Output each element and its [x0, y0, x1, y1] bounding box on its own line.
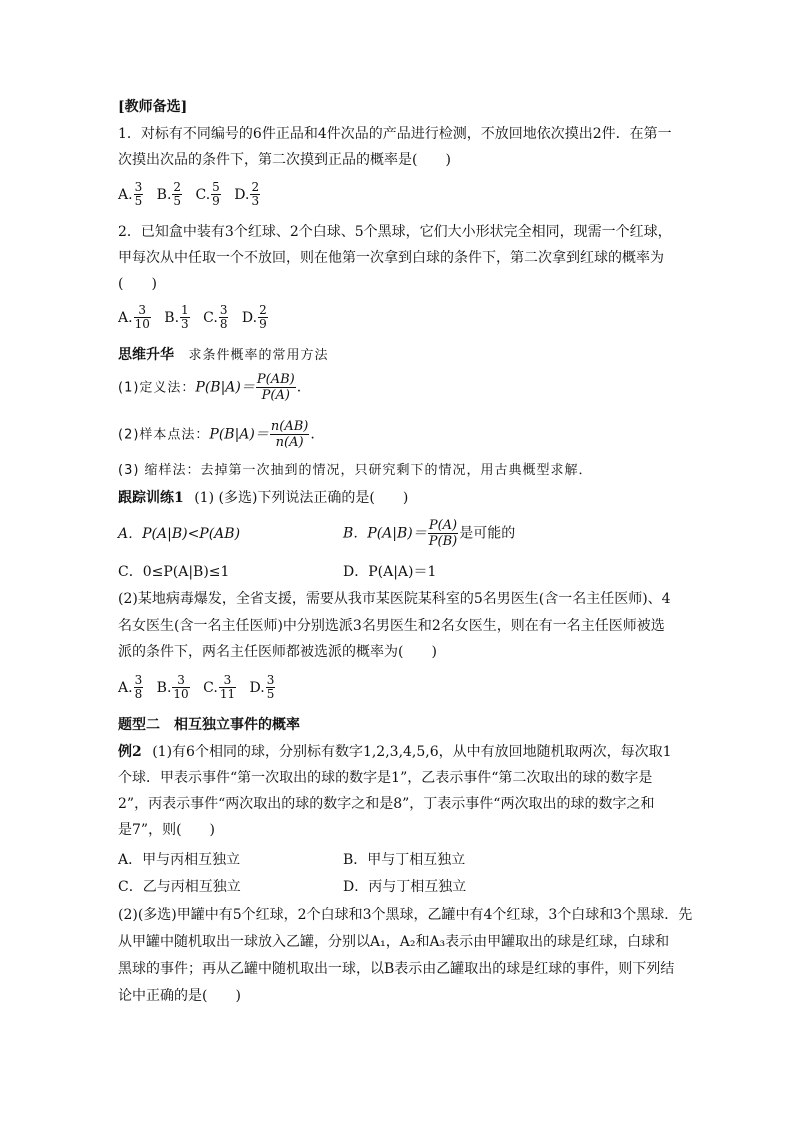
- training1-option-d[interactable]: D．P(A|A)＝1: [343, 564, 437, 580]
- example2-option-c[interactable]: C．乙与丙相互独立: [118, 879, 241, 895]
- q2-option-d[interactable]: D. $\frac{2}{9}$: [241, 303, 267, 331]
- example2-part2-line3: 黑球的事件；再从乙罐中随机取出一球，以B表示由乙罐取出的球是红球的事件，则下列结: [118, 961, 675, 977]
- method-1: (1)定义法：P(B|A)＝ $\frac{P(AB)}{P(A)}$ .: [118, 372, 302, 403]
- q1-option-d[interactable]: D. $\frac{2}{3}$: [234, 180, 260, 208]
- training1-option-c[interactable]: C．0≤P(A|B)≤1: [118, 564, 230, 580]
- thinking-title: 思维升华: [118, 347, 174, 363]
- training1-option-b[interactable]: B．P(A|B)＝ $\frac{P(A)}{P(B)}$ 是可能的: [343, 518, 516, 549]
- q1-option-c[interactable]: C. $\frac{5}{9}$: [195, 180, 220, 208]
- t1-option-c[interactable]: C. $\frac{3}{11}$: [203, 673, 236, 701]
- training1-option-a[interactable]: A．P(A|B)<P(AB): [118, 526, 241, 542]
- q2-options: [118, 304, 277, 331]
- q2-line3: ( ): [118, 276, 157, 292]
- training1-row1: [118, 525, 240, 543]
- example2-option-b[interactable]: B．甲与丁相互独立: [343, 852, 466, 868]
- training1-part2-options: [118, 674, 284, 701]
- thinking-subtitle: 求条件概率的常用方法: [188, 348, 329, 363]
- example2-line3: 2”，丙表示事件“两次取出的球的数字之和是8”，丁表示事件“两次取出的球的数字之和: [118, 796, 655, 812]
- example2-option-d[interactable]: D．丙与丁相互独立: [343, 879, 467, 895]
- example2-line2: 个球．甲表示事件“第一次取出的球的数字是1”，乙表示事件“第二次取出的球的数字是: [118, 770, 653, 786]
- q2-option-a[interactable]: A. $\frac{3}{10}$: [118, 303, 150, 331]
- training1-part1: 跟踪训练1 (1) (多选)下列说法正确的是( ): [118, 490, 409, 506]
- example2-line1: 例2 (1)有6个相同的球，分别标有数字1,2,3,4,5,6，从中有放回地随机取两次，每次取1: [118, 744, 672, 760]
- t1-option-b[interactable]: B. $\frac{3}{10}$: [156, 673, 189, 701]
- q1-line2: 次摸出次品的条件下，第二次摸到正品的概率是( ): [118, 152, 451, 168]
- method-2: (2)样本点法：P(B|A)＝ $\frac{n(AB)}{n(A)}$ .: [118, 419, 315, 450]
- example2-part2-line2: 从甲罐中随机取出一球放入乙罐，分别以A₁，A₂和A₃表示由甲罐取出的球是红球，白球和: [118, 934, 670, 950]
- teacher-header: [教师备选]: [118, 99, 188, 115]
- training1-part2-line2: 名女医生(含一名主任医师)中分别选派3名男医生和2名女医生，则在有一名主任医师被选: [118, 618, 665, 634]
- section2-title: 题型二 相互独立事件的概率: [118, 717, 300, 733]
- q1-option-a[interactable]: A. $\frac{3}{5}$: [118, 180, 143, 208]
- q2-line2: 甲每次从中任取一个不放回，则在他第一次拿到白球的条件下，第二次拿到红球的概率为: [118, 250, 664, 266]
- t1-option-a[interactable]: A. $\frac{3}{8}$: [118, 673, 143, 701]
- q2-option-b[interactable]: B. $\frac{1}{3}$: [164, 303, 189, 331]
- q1-line1: 1．对标有不同编号的6件正品和4件次品的产品进行检测，不放回地依次摸出2件．在第一: [118, 126, 672, 142]
- q2-option-c[interactable]: C. $\frac{3}{8}$: [203, 303, 228, 331]
- example2-option-a[interactable]: A．甲与丙相互独立: [118, 852, 241, 868]
- q1-options: [118, 181, 269, 208]
- thinking-heading: [118, 346, 328, 365]
- training1-part2-line1: (2)某地病毒爆发，全省支援，需要从我市某医院某科室的5名男医生(含一名主任医师)、4: [118, 591, 671, 607]
- example2-part2-line4: 论中正确的是( ): [118, 988, 241, 1004]
- q2-line1: 2．已知盒中装有3个红球、2个白球、5个黑球，它们大小形状完全相同，现需一个红球，: [118, 224, 672, 240]
- t1-option-d[interactable]: D. $\frac{3}{5}$: [249, 673, 275, 701]
- q1-option-b[interactable]: B. $\frac{2}{5}$: [156, 180, 182, 208]
- training1-part2-line3: 派的条件下，两名主任医师都被选派的概率为( ): [118, 644, 437, 660]
- example2-part2-line1: (2)(多选)甲罐中有5个红球，2个白球和3个黑球，乙罐中有4个红球，3个白球和3个黑球．先: [118, 907, 693, 923]
- method-3: (3) 缩样法：去掉第一次抽到的情况，只研究剩下的情况，用古典概型求解．: [118, 463, 593, 478]
- example2-line4: 是7”，则( ): [118, 822, 215, 838]
